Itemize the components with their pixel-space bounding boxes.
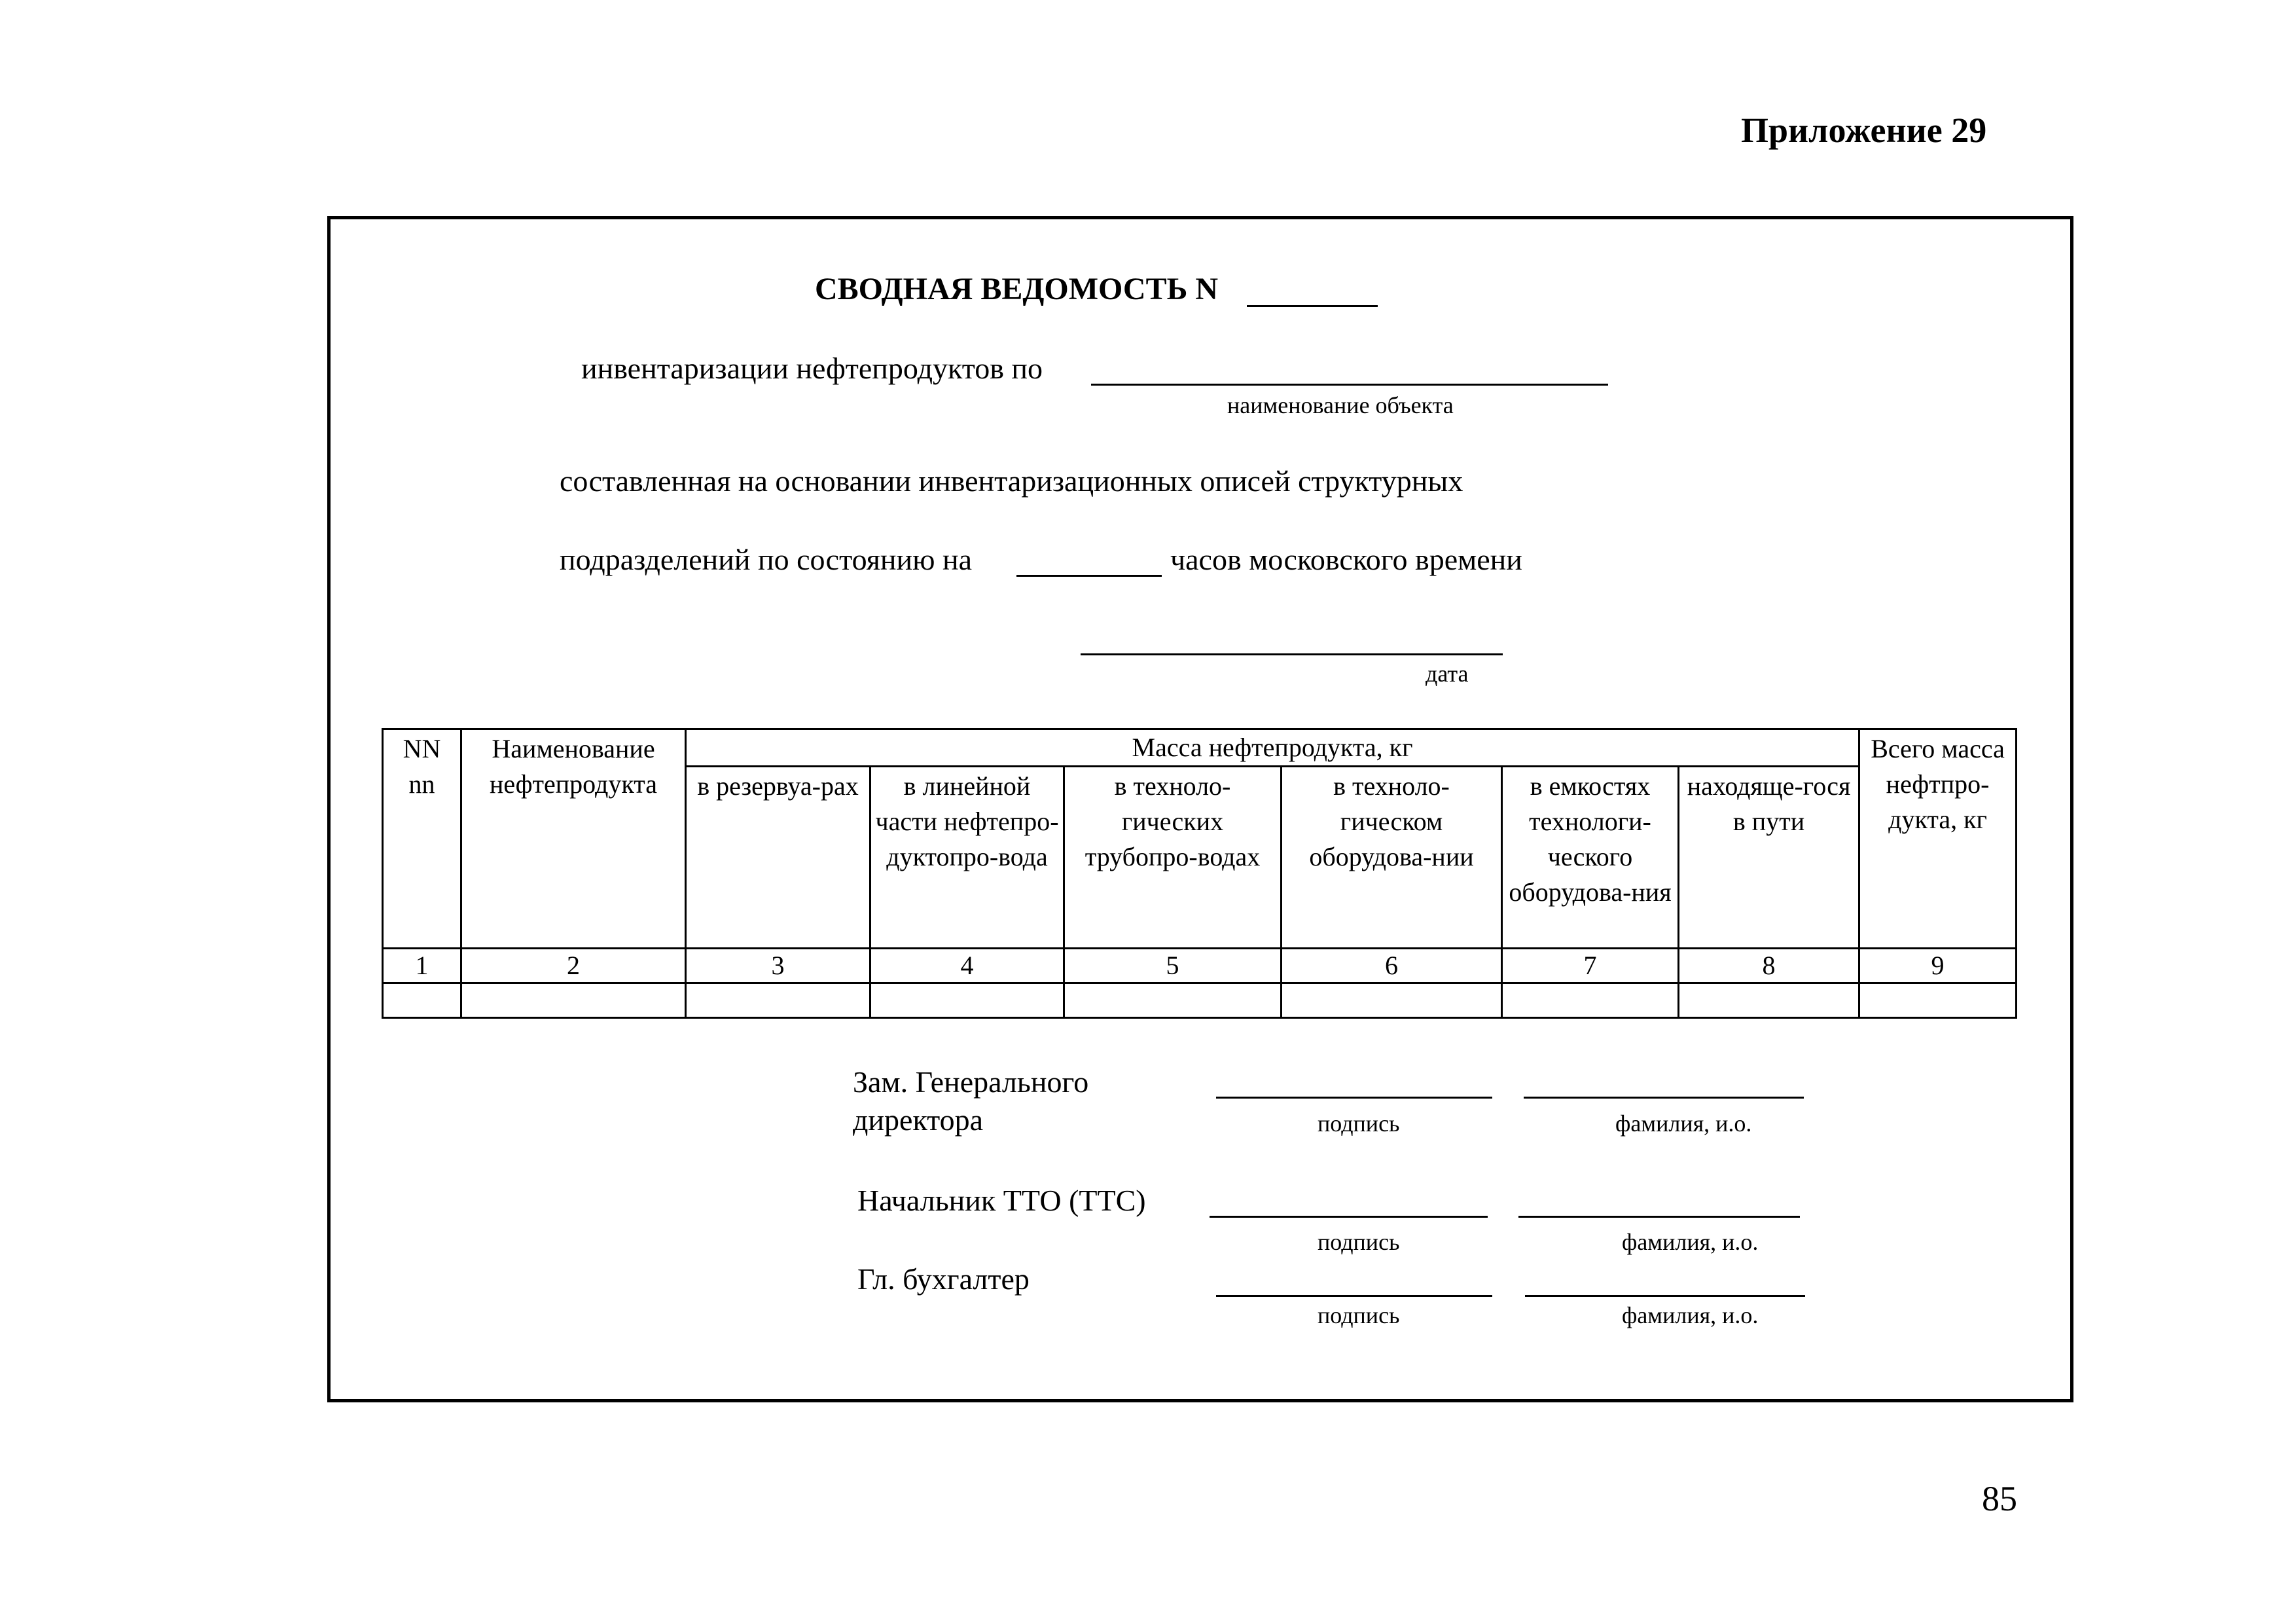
signature-line[interactable] bbox=[1210, 1216, 1488, 1218]
column-number: 7 bbox=[1502, 949, 1679, 983]
inventory-table bbox=[382, 728, 2017, 1019]
signature-line[interactable] bbox=[1216, 1097, 1492, 1099]
table-cell[interactable] bbox=[1679, 983, 1859, 1018]
header-in-tanks: в резервуа-рах bbox=[686, 767, 870, 949]
table-cell[interactable] bbox=[1064, 983, 1282, 1018]
intro-line-1: инвентаризации нефтепродуктов по bbox=[581, 352, 1043, 385]
header-in-transit: находяще-гося в пути bbox=[1679, 767, 1859, 949]
date-blank[interactable] bbox=[1081, 653, 1503, 655]
page-number: 85 bbox=[1982, 1479, 2017, 1518]
table-cell[interactable] bbox=[1502, 983, 1679, 1018]
name-line[interactable] bbox=[1518, 1216, 1800, 1218]
signature-caption: подпись bbox=[1318, 1302, 1400, 1328]
header-total-mass: Всего масса нефтпро-дукта, кг bbox=[1859, 729, 2017, 949]
column-number: 8 bbox=[1679, 949, 1859, 983]
header-mass-group: Масса нефтепродукта, кг bbox=[686, 729, 1859, 767]
object-caption: наименование объекта bbox=[1227, 392, 1454, 418]
table-cell[interactable] bbox=[461, 983, 686, 1018]
name-caption: фамилия, и.о. bbox=[1622, 1229, 1759, 1255]
header-product-name: Наименование нефтепродукта bbox=[461, 729, 686, 949]
column-number: 1 bbox=[383, 949, 461, 983]
header-in-tech-equipment: в техноло-гическом оборудова-нии bbox=[1282, 767, 1502, 949]
column-number: 2 bbox=[461, 949, 686, 983]
object-name-blank[interactable] bbox=[1091, 384, 1608, 386]
name-caption: фамилия, и.о. bbox=[1622, 1302, 1759, 1328]
statement-number-blank[interactable] bbox=[1247, 305, 1378, 307]
form-title: СВОДНАЯ ВЕДОМОСТЬ N bbox=[815, 272, 1219, 306]
column-number: 5 bbox=[1064, 949, 1282, 983]
signature-caption: подпись bbox=[1318, 1110, 1400, 1137]
name-line[interactable] bbox=[1524, 1097, 1804, 1099]
signature-line[interactable] bbox=[1216, 1295, 1492, 1297]
table-cell[interactable] bbox=[1282, 983, 1502, 1018]
date-caption: дата bbox=[1426, 661, 1469, 687]
table-cell[interactable] bbox=[1859, 983, 2017, 1018]
column-number: 4 bbox=[870, 949, 1064, 983]
intro-line-2: составленная на основании инвентаризационных описей структурных bbox=[560, 464, 1463, 498]
header-nn: NN nn bbox=[383, 729, 461, 949]
intro-line-3-before: подразделений по состоянию на bbox=[560, 543, 973, 576]
time-blank[interactable] bbox=[1016, 575, 1162, 577]
intro-line-3-after: часов московского времени bbox=[1170, 543, 1522, 576]
column-number: 3 bbox=[686, 949, 870, 983]
signature-caption: подпись bbox=[1318, 1229, 1400, 1255]
appendix-label: Приложение 29 bbox=[1741, 111, 1987, 150]
table-cell[interactable] bbox=[383, 983, 461, 1018]
column-numbers-row bbox=[383, 949, 2017, 983]
signature-role-chief-accountant: Гл. бухгалтер bbox=[857, 1262, 1030, 1296]
name-line[interactable] bbox=[1525, 1295, 1805, 1297]
table-cell[interactable] bbox=[870, 983, 1064, 1018]
table-row bbox=[383, 983, 2017, 1018]
header-in-tech-containers: в емкостях технологи-ческого оборудова-ния bbox=[1502, 767, 1679, 949]
column-number: 9 bbox=[1859, 949, 2017, 983]
name-caption: фамилия, и.о. bbox=[1615, 1110, 1752, 1137]
column-number: 6 bbox=[1282, 949, 1502, 983]
header-in-tech-pipelines: в техноло-гических трубопро-водах bbox=[1064, 767, 1282, 949]
signature-role-deputy-director: Зам. Генерального директора bbox=[853, 1065, 1089, 1137]
signature-role-tto-head: Начальник ТТО (ТТС) bbox=[857, 1184, 1146, 1217]
table-cell[interactable] bbox=[686, 983, 870, 1018]
header-in-pipeline: в линейной части нефтепро-дуктопро-вода bbox=[870, 767, 1064, 949]
